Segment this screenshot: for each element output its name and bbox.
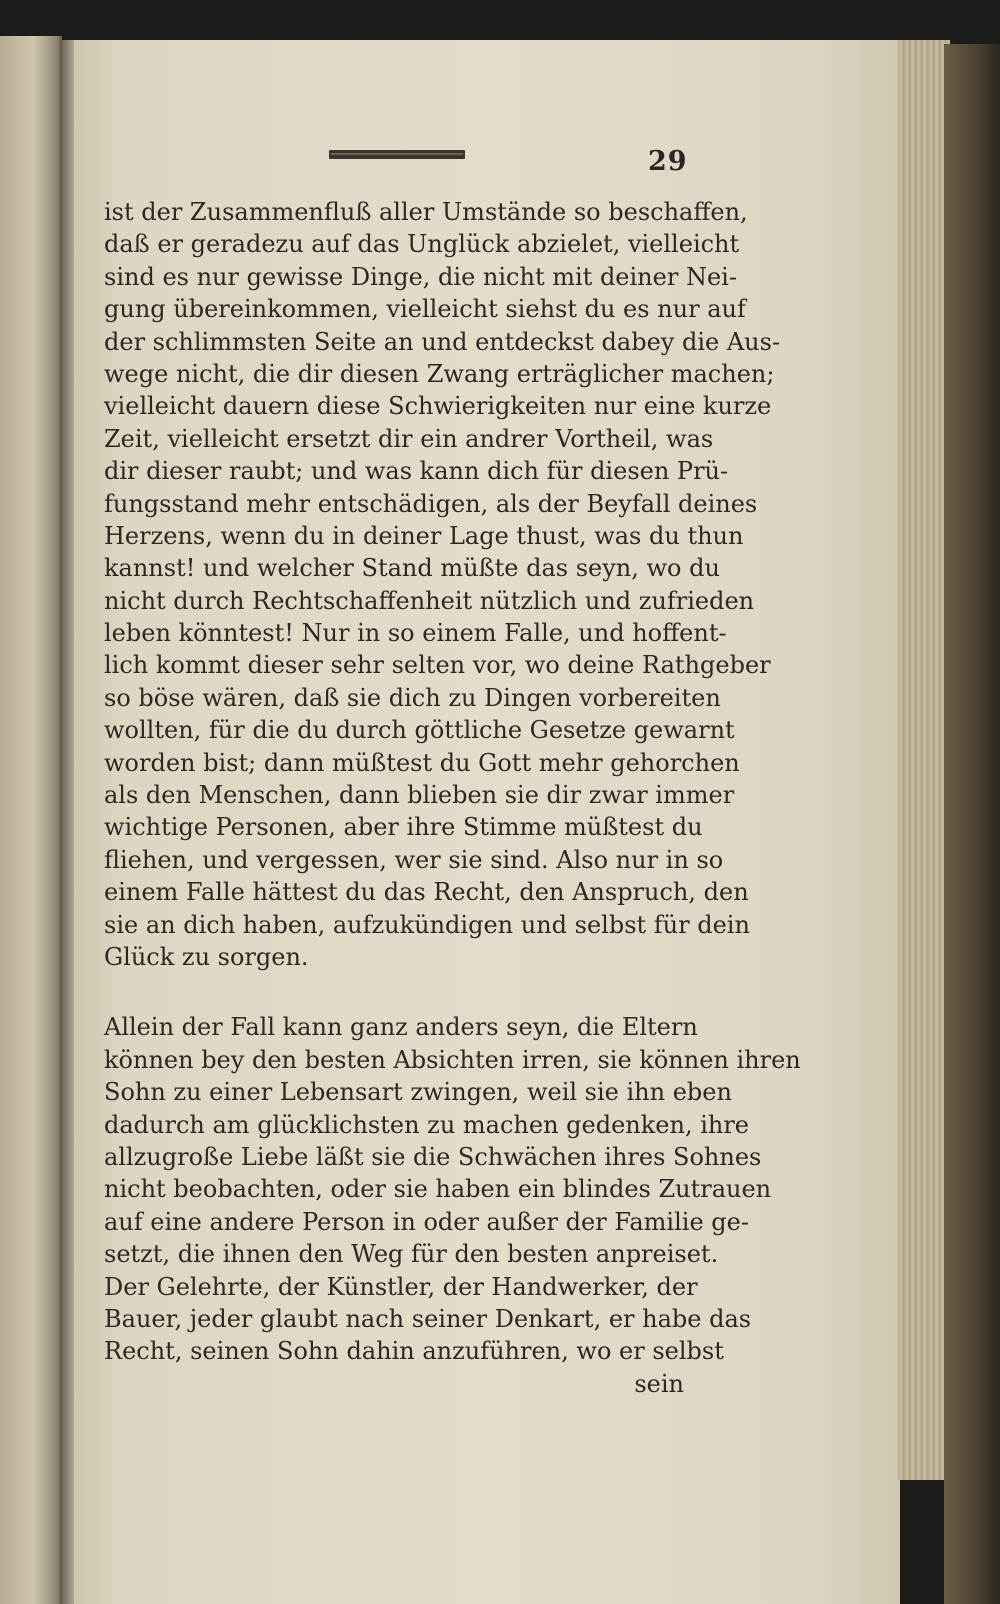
text-line: fungsstand mehr entschädigen, als der Beyfall deines: [104, 489, 758, 518]
text-line: sie an dich haben, aufzukündigen und selbst für dein: [104, 910, 750, 939]
text-line: vielleicht dauern diese Schwierigkeiten nur eine kurze: [104, 392, 772, 421]
text-line: lich kommt dieser sehr selten vor, wo deine Rathgeber: [104, 651, 771, 680]
text-line: auf eine andere Person in oder außer der Familie ge-: [104, 1207, 749, 1236]
text-line: Glück zu sorgen.: [104, 942, 309, 971]
text-line: Recht, seinen Sohn dahin anzuführen, wo er selbst: [104, 1337, 724, 1366]
text-line: Sohn zu einer Lebensart zwingen, weil sie ihn eben: [104, 1078, 732, 1107]
text-line: worden bist; dann müßtest du Gott mehr gehorchen: [104, 748, 740, 777]
text-line: als den Menschen, dann blieben sie dir zwar immer: [104, 781, 735, 810]
text-line: daß er geradezu auf das Unglück abzielet, vielleicht: [104, 230, 740, 259]
text-line: Zeit, vielleicht ersetzt dir ein andrer Vortheil, was: [104, 424, 714, 453]
page-number: 29: [648, 146, 688, 177]
text-line: fliehen, und vergessen, wer sie sind. Also nur in so: [104, 845, 724, 874]
text-line: gung übereinkommen, vielleicht siehst du es nur auf: [104, 295, 746, 324]
body-text: [104, 196, 801, 1400]
text-line: einem Falle hättest du das Recht, den Anspruch, den: [104, 878, 749, 907]
text-line: Bauer, jeder glaubt nach seiner Denkart, er habe das: [104, 1304, 752, 1333]
text-line: leben könntest! Nur in so einem Falle, und hoffent-: [104, 619, 727, 648]
text-line: allzugroße Liebe läßt sie die Schwächen ihres Sohnes: [104, 1142, 762, 1171]
facing-page-edge: [0, 36, 62, 1604]
catchword: sein: [634, 1369, 684, 1398]
paragraph-gap: [104, 973, 684, 1011]
text-line: Allein der Fall kann ganz anders seyn, die Eltern: [104, 1013, 698, 1042]
text-line: der schlimmsten Seite an und entdeckst dabey die Aus-: [104, 327, 781, 356]
text-line: wege nicht, die dir diesen Zwang erträglicher machen;: [104, 359, 775, 388]
text-line: dir dieser raubt; und was kann dich für diesen Prü-: [104, 457, 729, 486]
text-line: so böse wären, daß sie dich zu Dingen vorbereiten: [104, 683, 721, 712]
text-line: setzt, die ihnen den Weg für den besten anpreiset.: [104, 1240, 719, 1269]
text-line: nicht beobachten, oder sie haben ein blindes Zutrauen: [104, 1175, 772, 1204]
text-line: können bey den besten Absichten irren, sie können ihren: [104, 1045, 801, 1074]
text-line: wichtige Personen, aber ihre Stimme müßtest du: [104, 813, 703, 842]
text-line: sind es nur gewisse Dinge, die nicht mit deiner Nei-: [104, 262, 737, 291]
text-line: ist der Zusammenfluß aller Umstände so beschaffen,: [104, 198, 748, 226]
text-line: wollten, für die du durch göttliche Gesetze gewarnt: [104, 716, 735, 745]
text-line: dadurch am glücklichsten zu machen gedenken, ihre: [104, 1110, 750, 1139]
book-cover-edge: [944, 44, 1000, 1604]
text-line: Der Gelehrte, der Künstler, der Handwerker, der: [104, 1272, 698, 1301]
page-edges: [898, 40, 950, 1480]
text-line: nicht durch Rechtschaffenheit nützlich und zufrieden: [104, 586, 755, 615]
header-ornament-rule: [329, 150, 465, 159]
text-line: kannst! und welcher Stand müßte das seyn, wo du: [104, 554, 720, 583]
text-line: Herzens, wenn du in deiner Lage thust, was du thun: [104, 521, 744, 550]
